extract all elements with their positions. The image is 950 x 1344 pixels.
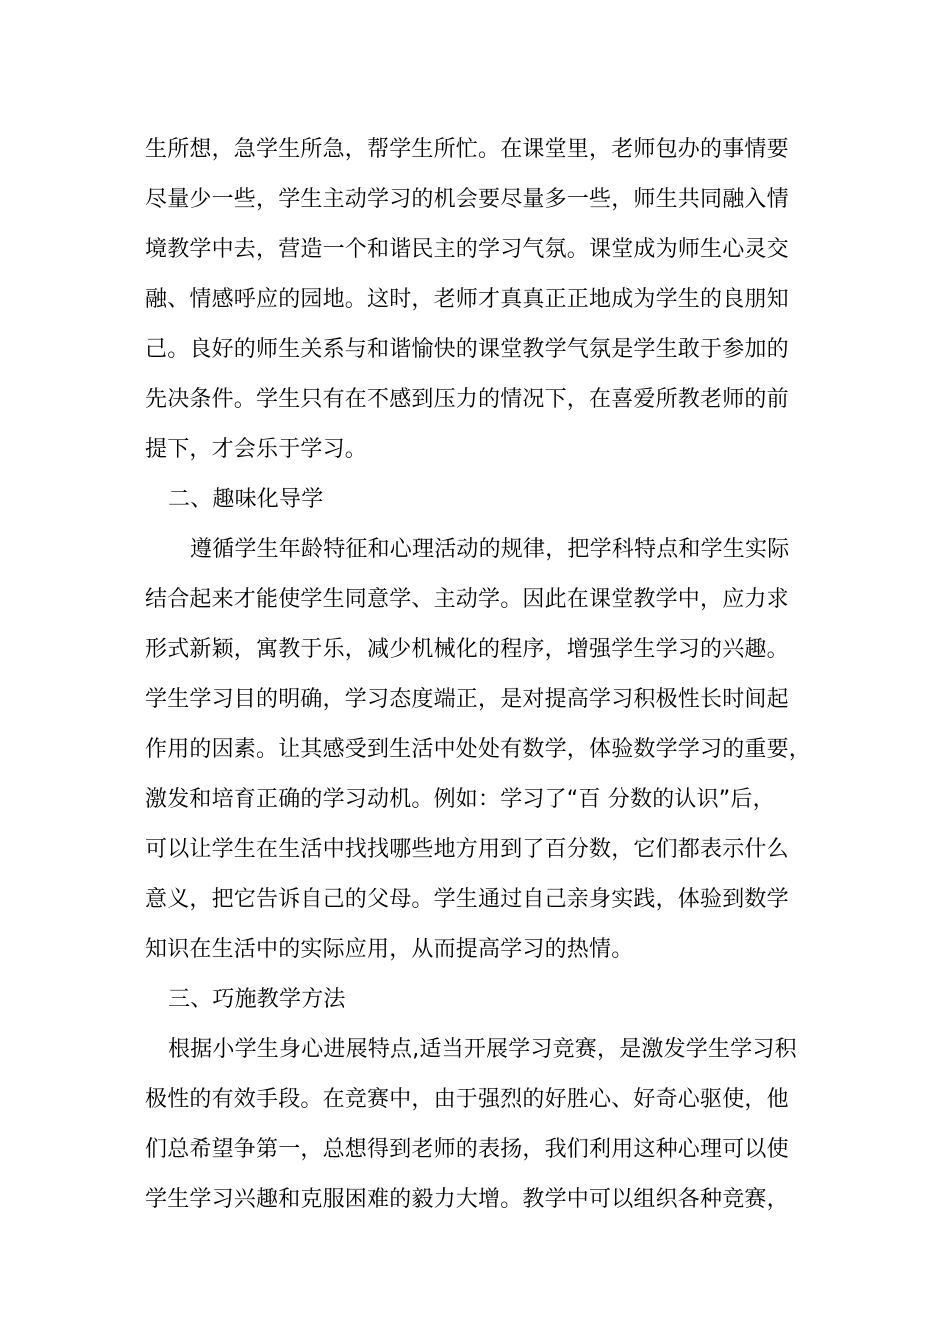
paragraph-line: 提下，才会乐于学习。 (145, 437, 368, 462)
paragraph-line: 尽量少一些，学生主动学习的机会要尽量多一些，师生共同融入情 (145, 187, 789, 212)
paragraph-line: 形式新颖，寓教于乐，减少机械化的程序，增强学生学习的兴趣。 (145, 637, 789, 662)
paragraph-line: 结合起来才能使学生同意学、主动学。因此在课堂教学中，应力求 (145, 587, 789, 612)
paragraph-line: 作用的因素。让其感受到生活中处处有数学，体验数学学习的重要， (145, 737, 812, 762)
paragraph-line: 己。良好的师生关系与和谐愉快的课堂教学气氛是学生敢于参加的 (145, 337, 789, 362)
paragraph-line: 激发和培育正确的学习动机。例如：学习了“百 分数的认识”后， (145, 787, 775, 812)
section-heading: 二、趣味化导学 (168, 487, 324, 512)
paragraph-line: 学生学习兴趣和克服困难的毅力大增。教学中可以组织各种竞赛， (145, 1187, 789, 1212)
paragraph-line: 境教学中去，营造一个和谐民主的学习气氛。课堂成为师生心灵交 (145, 237, 789, 262)
paragraph-line: 学生学习目的明确，学习态度端正，是对提高学习积极性长时间起 (145, 687, 789, 712)
paragraph-line: 生所想，急学生所急，帮学生所忙。在课堂里，老师包办的事情要 (145, 137, 789, 162)
paragraph-line: 先决条件。学生只有在不感到压力的情况下，在喜爱所教老师的前 (145, 387, 789, 412)
paragraph-line: 极性的有效手段。在竞赛中，由于强烈的好胜心、好奇心驱使，他 (145, 1087, 789, 1112)
paragraph-line: 知识在生活中的实际应用，从而提高学习的热情。 (145, 937, 634, 962)
paragraph-line: 可以让学生在生活中找找哪些地方用到了百分数，它们都表示什么 (145, 837, 789, 862)
paragraph-line: 根据小学生身心进展特点,适当开展学习竞赛，是激发学生学习积 (168, 1037, 797, 1062)
paragraph-line: 意义，把它告诉自己的父母。学生通过自己亲身实践，体验到数学 (145, 887, 789, 912)
paragraph-line: 遵循学生年龄特征和心理活动的规律，把学科特点和学生实际 (190, 537, 790, 562)
paragraph-line: 融、情感呼应的园地。这时，老师才真真正正地成为学生的良朋知 (145, 287, 789, 312)
section-heading: 三、巧施教学方法 (168, 987, 346, 1012)
paragraph-line: 们总希望争第一，总想得到老师的表扬，我们利用这种心理可以使 (145, 1137, 789, 1162)
